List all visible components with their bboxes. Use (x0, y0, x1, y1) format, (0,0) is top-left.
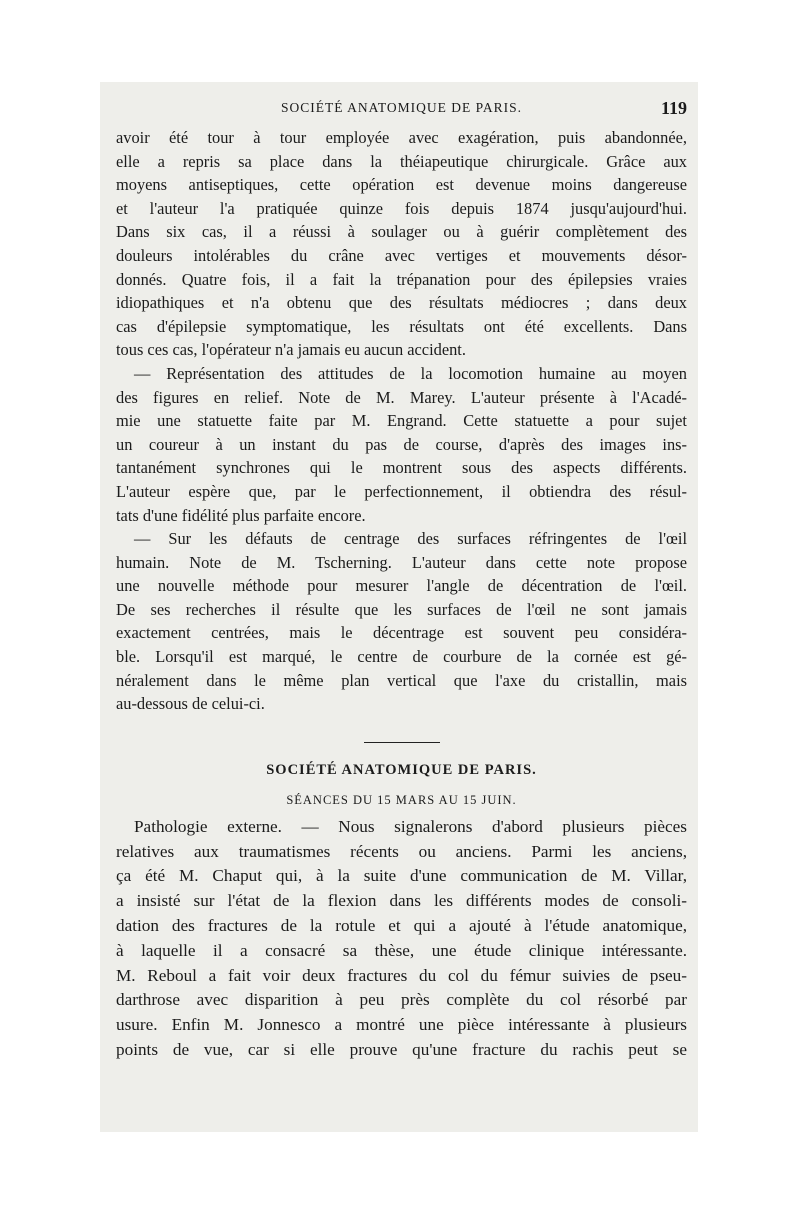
text-line: M. Reboul a fait voir deux fractures du col du fémur suivies de pseu- (116, 965, 687, 985)
section-divider (364, 742, 440, 743)
text-line: relatives aux traumatismes récents ou anciens. Parmi les anciens, (116, 841, 687, 861)
text-line: mie une statuette faite par M. Engrand. Cette statuette a pour sujet (116, 411, 687, 431)
document-page (116, 98, 687, 1063)
running-title: SOCIÉTÉ ANATOMIQUE DE PARIS. (280, 100, 523, 115)
text-line: donnés. Quatre fois, il a fait la trépanation pour des épilepsies vraies (116, 269, 687, 289)
text-line: une nouvelle méthode pour mesurer l'angle de décentration de l'œil. (116, 576, 687, 596)
text-line: — Sur les défauts de centrage des surfaces réfringentes de l'œil (134, 529, 687, 549)
text-line: des figures en relief. Note de M. Marey. L'auteur présente à l'Acadé- (116, 387, 687, 407)
text-line: Dans six cas, il a réussi à soulager ou à guérir complètement des (116, 222, 687, 242)
text-line: moyens antiseptiques, cette opération est devenue moins dangereuse (116, 175, 687, 195)
text-line: idiopathiques et n'a obtenu que des résultats médiocres ; dans deux (116, 293, 687, 313)
text-line: usure. Enfin M. Jonnesco a montré une pièce intéressante à plusieurs (116, 1015, 687, 1035)
paragraph-trepanation (116, 126, 687, 362)
section-title: SOCIÉTÉ ANATOMIQUE DE PARIS. (266, 761, 537, 778)
text-line: cas d'épilepsie symptomatique, les résultats ont été excellents. Dans (116, 316, 687, 336)
running-header (116, 98, 687, 126)
text-line: au-dessous de celui-ci. (116, 694, 265, 714)
text-line: Pathologie externe. — Nous signalerons d'abord plusieurs pièces (134, 816, 687, 836)
text-line: un coureur à un instant du pas de course, d'après des images ins- (116, 434, 687, 454)
text-line: tantanément synchrones qui le montrent sous des aspects différents. (116, 458, 687, 478)
text-line: tats d'une fidélité plus parfaite encore. (116, 505, 366, 525)
paragraph-locomotion (116, 362, 687, 527)
text-line: humain. Note de M. Tscherning. L'auteur dans cette note propose (116, 552, 687, 572)
text-line: points de vue, car si elle prouve qu'une fracture du rachis peut se (116, 1040, 687, 1060)
text-line: douleurs intolérables du crâne avec vertiges et mouvements désor- (116, 245, 687, 265)
text-line: dation des fractures de la rotule et qui a ajouté à l'étude anatomique, (116, 916, 687, 936)
text-line: L'auteur espère que, par le perfectionnement, il obtiendra des résul- (116, 481, 687, 501)
text-line: exactement centrées, mais le décentrage est souvent peu considéra- (116, 623, 687, 643)
text-line: darthrose avec disparition à peu près complète du col résorbé par (116, 990, 687, 1010)
text-line: elle a repris sa place dans la théiapeutique chirurgicale. Grâce aux (116, 151, 687, 171)
text-line: ça été M. Chaput qui, à la suite d'une communication de M. Villar, (116, 866, 687, 886)
text-line: à laquelle il a consacré sa thèse, une étude clinique intéressante. (116, 940, 687, 960)
page-number: 119 (660, 98, 687, 118)
text-line: tous ces cas, l'opérateur n'a jamais eu aucun accident. (116, 340, 466, 360)
text-line: De ses recherches il résulte que les surfaces de l'œil ne sont jamais (116, 599, 687, 619)
paragraph-oeil (116, 527, 687, 716)
text-line: — Représentation des attitudes de la locomotion humaine au moyen (134, 363, 687, 383)
text-line: et l'auteur l'a pratiquée quinze fois depuis 1874 jusqu'aujourd'hui. (116, 198, 687, 218)
text-line: avoir été tour à tour employée avec exagération, puis abandonnée, (116, 128, 687, 147)
paragraph-pathologie-externe (116, 815, 687, 1063)
text-line: néralement dans le même plan vertical que l'axe du cristallin, mais (116, 670, 687, 690)
section-subtitle: SÉANCES DU 15 MARS AU 15 JUIN. (286, 792, 517, 807)
text-line: ble. Lorsqu'il est marqué, le centre de courbure de la cornée est gé- (116, 647, 687, 667)
text-line: a insisté sur l'état de la flexion dans les différents modes de consoli- (116, 891, 687, 911)
